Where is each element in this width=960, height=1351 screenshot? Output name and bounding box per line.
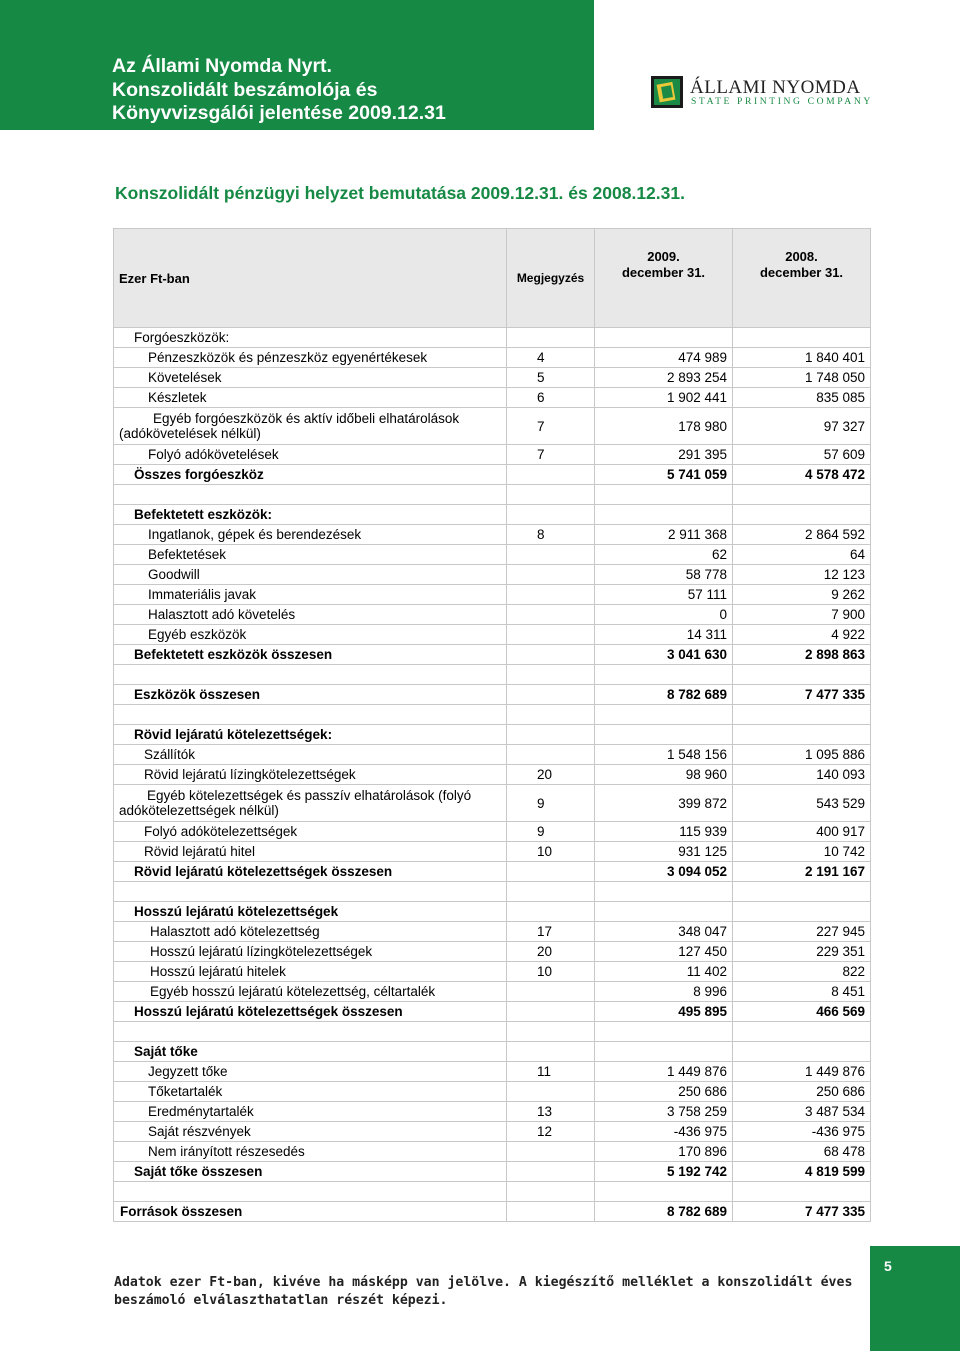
cell-v2008: 64	[733, 545, 871, 565]
cell-note	[507, 705, 595, 725]
cell-label: Halasztott adó követelés	[114, 605, 507, 625]
table-row	[114, 545, 871, 565]
col-header-2008	[733, 229, 871, 328]
table-row	[114, 862, 871, 882]
cell-v2009: 5 741 059	[595, 465, 733, 485]
cell-label: Tőketartalék	[114, 1082, 507, 1102]
table-row	[114, 1182, 871, 1202]
cell-note	[507, 328, 595, 348]
cell-note: 6	[507, 388, 595, 408]
cell-label: Forgóeszközök:	[114, 328, 507, 348]
cell-label	[114, 1182, 507, 1202]
cell-label: Saját tőke összesen	[114, 1162, 507, 1182]
cell-v2009: 178 980	[595, 408, 733, 445]
cell-note: 7	[507, 408, 595, 445]
cell-note	[507, 565, 595, 585]
table-row	[114, 982, 871, 1002]
cell-v2008: 400 917	[733, 822, 871, 842]
cell-note	[507, 465, 595, 485]
table-row	[114, 962, 871, 982]
cell-note	[507, 665, 595, 685]
cell-label: Goodwill	[114, 565, 507, 585]
cell-label: Folyó adókötelezettségek	[114, 822, 507, 842]
cell-v2008	[733, 1042, 871, 1062]
table-row	[114, 485, 871, 505]
cell-label: Egyéb hosszú lejáratú kötelezettség, céltartalék	[114, 982, 507, 1002]
cell-v2009: 1 548 156	[595, 745, 733, 765]
col-2008-year: 2008.	[785, 249, 818, 264]
cell-label: Saját tőke	[114, 1042, 507, 1062]
cell-note	[507, 725, 595, 745]
table-row	[114, 1122, 871, 1142]
cell-label	[114, 882, 507, 902]
logo-subtitle: STATE PRINTING COMPANY	[691, 96, 873, 107]
cell-label: Ingatlanok, gépek és berendezések	[114, 525, 507, 545]
cell-v2008: 227 945	[733, 922, 871, 942]
cell-note	[507, 1162, 595, 1182]
cell-v2009	[595, 485, 733, 505]
cell-v2008: 4 578 472	[733, 465, 871, 485]
row-label-cont: (adókövetelések nélkül)	[119, 426, 261, 441]
cell-v2008: 2 864 592	[733, 525, 871, 545]
document-title	[112, 55, 446, 126]
cell-v2009: 5 192 742	[595, 1162, 733, 1182]
cell-v2009	[595, 882, 733, 902]
cell-v2008	[733, 1022, 871, 1042]
col-2009-year: 2009.	[647, 249, 680, 264]
cell-v2008: 835 085	[733, 388, 871, 408]
cell-label: Hosszú lejáratú kötelezettségek összesen	[114, 1002, 507, 1022]
table-row	[114, 942, 871, 962]
cell-note	[507, 982, 595, 1002]
cell-v2009: 348 047	[595, 922, 733, 942]
cell-note: 10	[507, 962, 595, 982]
cell-label: Egyéb eszközök	[114, 625, 507, 645]
cell-label: Hosszú lejáratú lízingkötelezettségek	[114, 942, 507, 962]
table-row	[114, 665, 871, 685]
cell-note	[507, 1022, 595, 1042]
cell-label: Nem irányított részesedés	[114, 1142, 507, 1162]
cell-v2008	[733, 902, 871, 922]
col-header-2009	[595, 229, 733, 328]
cell-note: 7	[507, 445, 595, 465]
cell-label: Követelések	[114, 368, 507, 388]
cell-label: Folyó adókövetelések	[114, 445, 507, 465]
cell-note	[507, 605, 595, 625]
header-banner	[0, 0, 594, 130]
cell-v2009: 0	[595, 605, 733, 625]
cell-v2009	[595, 1042, 733, 1062]
cell-note	[507, 625, 595, 645]
cell-v2008: 12 123	[733, 565, 871, 585]
table-row	[114, 902, 871, 922]
title-line-1: Az Állami Nyomda Nyrt.	[112, 55, 332, 77]
cell-label: Rövid lejáratú hitel	[114, 842, 507, 862]
cell-v2009	[595, 328, 733, 348]
cell-v2009: 3 041 630	[595, 645, 733, 665]
cell-note	[507, 862, 595, 882]
cell-v2008: 250 686	[733, 1082, 871, 1102]
cell-v2009: 291 395	[595, 445, 733, 465]
cell-label	[114, 665, 507, 685]
cell-v2008: 4 922	[733, 625, 871, 645]
table-row	[114, 645, 871, 665]
table-row	[114, 725, 871, 745]
table-row	[114, 465, 871, 485]
cell-note: 9	[507, 785, 595, 822]
cell-v2009: 57 111	[595, 585, 733, 605]
cell-label: Immateriális javak	[114, 585, 507, 605]
cell-note	[507, 882, 595, 902]
cell-note	[507, 1082, 595, 1102]
col-2008-date: december 31.	[759, 265, 844, 280]
cell-label: Halasztott adó kötelezettség	[114, 922, 507, 942]
cell-label: Saját részvények	[114, 1122, 507, 1142]
table-row	[114, 605, 871, 625]
page-number: 5	[884, 1258, 892, 1274]
table-row	[114, 408, 871, 445]
cell-v2009: 931 125	[595, 842, 733, 862]
cell-v2009	[595, 505, 733, 525]
cell-label: Eszközök összesen	[114, 685, 507, 705]
cell-label	[114, 705, 507, 725]
cell-label: Hosszú lejáratú kötelezettségek	[114, 902, 507, 922]
table-row	[114, 1082, 871, 1102]
cell-label	[114, 785, 507, 822]
table-row	[114, 565, 871, 585]
cell-label: Eredménytartalék	[114, 1102, 507, 1122]
cell-label	[114, 1022, 507, 1042]
col-header-note: Megjegyzés	[507, 229, 595, 328]
cell-v2009: 495 895	[595, 1002, 733, 1022]
cell-note	[507, 585, 595, 605]
cell-label: Összes forgóeszköz	[114, 465, 507, 485]
cell-v2008: -436 975	[733, 1122, 871, 1142]
cell-v2008	[733, 1182, 871, 1202]
table-row	[114, 585, 871, 605]
cell-note	[507, 485, 595, 505]
cell-v2009: 2 893 254	[595, 368, 733, 388]
table-row	[114, 1042, 871, 1062]
footnote: Adatok ezer Ft-ban, kivéve ha másképp van jelölve. A kiegészítő melléklet a konszolidált éves beszámoló elválaszthatatlan részét képezi.	[114, 1275, 853, 1308]
table-row	[114, 1102, 871, 1122]
cell-v2008: 229 351	[733, 942, 871, 962]
cell-note: 9	[507, 822, 595, 842]
cell-note	[507, 645, 595, 665]
table-row	[114, 505, 871, 525]
table-row	[114, 745, 871, 765]
cell-v2009: 1 449 876	[595, 1062, 733, 1082]
cell-v2008	[733, 665, 871, 685]
table-row	[114, 625, 871, 645]
cell-note	[507, 1142, 595, 1162]
table-row	[114, 1142, 871, 1162]
cell-note: 17	[507, 922, 595, 942]
cell-note	[507, 545, 595, 565]
cell-v2009	[595, 705, 733, 725]
cell-v2008: 8 451	[733, 982, 871, 1002]
logo-name: ÁLLAMI NYOMDA	[690, 77, 861, 98]
cell-v2008: 140 093	[733, 765, 871, 785]
table-row	[114, 1002, 871, 1022]
cell-note: 8	[507, 525, 595, 545]
cell-v2009	[595, 902, 733, 922]
cell-v2008	[733, 705, 871, 725]
cell-note: 10	[507, 842, 595, 862]
cell-v2008: 68 478	[733, 1142, 871, 1162]
cell-v2009	[595, 725, 733, 745]
title-line-3: Könyvvizsgálói jelentése 2009.12.31	[112, 102, 446, 124]
table-row	[114, 765, 871, 785]
table-row	[114, 368, 871, 388]
table-row	[114, 785, 871, 822]
cell-label: Rövid lejáratú kötelezettségek összesen	[114, 862, 507, 882]
cell-v2009: 399 872	[595, 785, 733, 822]
cell-v2009	[595, 1022, 733, 1042]
cell-v2008	[733, 882, 871, 902]
cell-v2008	[733, 485, 871, 505]
table-row	[114, 1202, 871, 1222]
table-row	[114, 842, 871, 862]
company-logo-icon	[651, 76, 683, 108]
cell-v2009: 8 996	[595, 982, 733, 1002]
table-row	[114, 525, 871, 545]
table-row	[114, 388, 871, 408]
cell-v2008: 7 900	[733, 605, 871, 625]
cell-label: Befektetett eszközök összesen	[114, 645, 507, 665]
table-row	[114, 328, 871, 348]
cell-v2008	[733, 505, 871, 525]
cell-note	[507, 902, 595, 922]
cell-v2008: 543 529	[733, 785, 871, 822]
table-row	[114, 922, 871, 942]
table-row	[114, 1162, 871, 1182]
row-label: Egyéb forgóeszközök és aktív időbeli elhatárolások	[153, 411, 460, 426]
cell-v2008	[733, 328, 871, 348]
cell-label: Pénzeszközök és pénzeszköz egyenértékesek	[114, 348, 507, 368]
table-header-row	[114, 229, 871, 328]
cell-v2008: 7 477 335	[733, 1202, 871, 1222]
cell-v2008: 57 609	[733, 445, 871, 465]
cell-v2008: 9 262	[733, 585, 871, 605]
table-row	[114, 1022, 871, 1042]
cell-v2009	[595, 1182, 733, 1202]
row-label-cont: adókötelezettségek nélkül)	[119, 803, 279, 818]
cell-label: Rövid lejáratú lízingkötelezettségek	[114, 765, 507, 785]
title-line-2: Konszolidált beszámolója és	[112, 78, 378, 101]
cell-v2008: 1 748 050	[733, 368, 871, 388]
cell-v2009: 127 450	[595, 942, 733, 962]
cell-v2009: 14 311	[595, 625, 733, 645]
cell-note: 11	[507, 1062, 595, 1082]
cell-v2008: 2 898 863	[733, 645, 871, 665]
row-label: Egyéb kötelezettségek és passzív elhatárolások (folyó	[147, 788, 472, 803]
cell-v2008: 4 819 599	[733, 1162, 871, 1182]
cell-note	[507, 1002, 595, 1022]
cell-v2008: 822	[733, 962, 871, 982]
balance-sheet-table	[113, 228, 871, 1222]
cell-v2009	[595, 665, 733, 685]
cell-v2009: 3 094 052	[595, 862, 733, 882]
table-row	[114, 685, 871, 705]
cell-note	[507, 685, 595, 705]
cell-v2008: 2 191 167	[733, 862, 871, 882]
cell-label: Befektetések	[114, 545, 507, 565]
cell-v2008: 1 449 876	[733, 1062, 871, 1082]
cell-v2009: 474 989	[595, 348, 733, 368]
cell-v2008: 7 477 335	[733, 685, 871, 705]
cell-label	[114, 485, 507, 505]
cell-label	[114, 408, 507, 445]
cell-note	[507, 1042, 595, 1062]
cell-note	[507, 745, 595, 765]
cell-note: 13	[507, 1102, 595, 1122]
cell-v2009: 58 778	[595, 565, 733, 585]
cell-v2009: 8 782 689	[595, 685, 733, 705]
cell-label: Források összesen	[114, 1202, 507, 1222]
cell-v2008	[733, 725, 871, 745]
cell-v2009: 250 686	[595, 1082, 733, 1102]
table-row	[114, 882, 871, 902]
table-row	[114, 822, 871, 842]
cell-v2008: 3 487 534	[733, 1102, 871, 1122]
cell-note: 4	[507, 348, 595, 368]
table-row	[114, 705, 871, 725]
cell-v2008: 1 840 401	[733, 348, 871, 368]
cell-note: 12	[507, 1122, 595, 1142]
cell-note	[507, 1182, 595, 1202]
cell-v2008: 10 742	[733, 842, 871, 862]
cell-v2009: 2 911 368	[595, 525, 733, 545]
cell-label: Szállítók	[114, 745, 507, 765]
table-row	[114, 348, 871, 368]
cell-v2009: 62	[595, 545, 733, 565]
table-row	[114, 445, 871, 465]
cell-note	[507, 1202, 595, 1222]
cell-v2009: 115 939	[595, 822, 733, 842]
cell-v2008: 97 327	[733, 408, 871, 445]
cell-note	[507, 505, 595, 525]
cell-v2009: 11 402	[595, 962, 733, 982]
col-header-label: Ezer Ft-ban	[114, 229, 507, 328]
page-heading: Konszolidált pénzügyi helyzet bemutatása 2009.12.31. és 2008.12.31.	[115, 183, 685, 203]
cell-label: Hosszú lejáratú hitelek	[114, 962, 507, 982]
cell-label: Jegyzett tőke	[114, 1062, 507, 1082]
table-row	[114, 1062, 871, 1082]
cell-v2008: 466 569	[733, 1002, 871, 1022]
cell-note: 5	[507, 368, 595, 388]
cell-label: Befektetett eszközök:	[114, 505, 507, 525]
cell-label: Készletek	[114, 388, 507, 408]
cell-note: 20	[507, 942, 595, 962]
cell-v2009: -436 975	[595, 1122, 733, 1142]
cell-v2009: 8 782 689	[595, 1202, 733, 1222]
col-2009-date: december 31.	[621, 265, 706, 280]
cell-v2009: 3 758 259	[595, 1102, 733, 1122]
cell-v2009: 1 902 441	[595, 388, 733, 408]
cell-v2009: 98 960	[595, 765, 733, 785]
cell-v2008: 1 095 886	[733, 745, 871, 765]
cell-note: 20	[507, 765, 595, 785]
cell-v2009: 170 896	[595, 1142, 733, 1162]
cell-label: Rövid lejáratú kötelezettségek:	[114, 725, 507, 745]
